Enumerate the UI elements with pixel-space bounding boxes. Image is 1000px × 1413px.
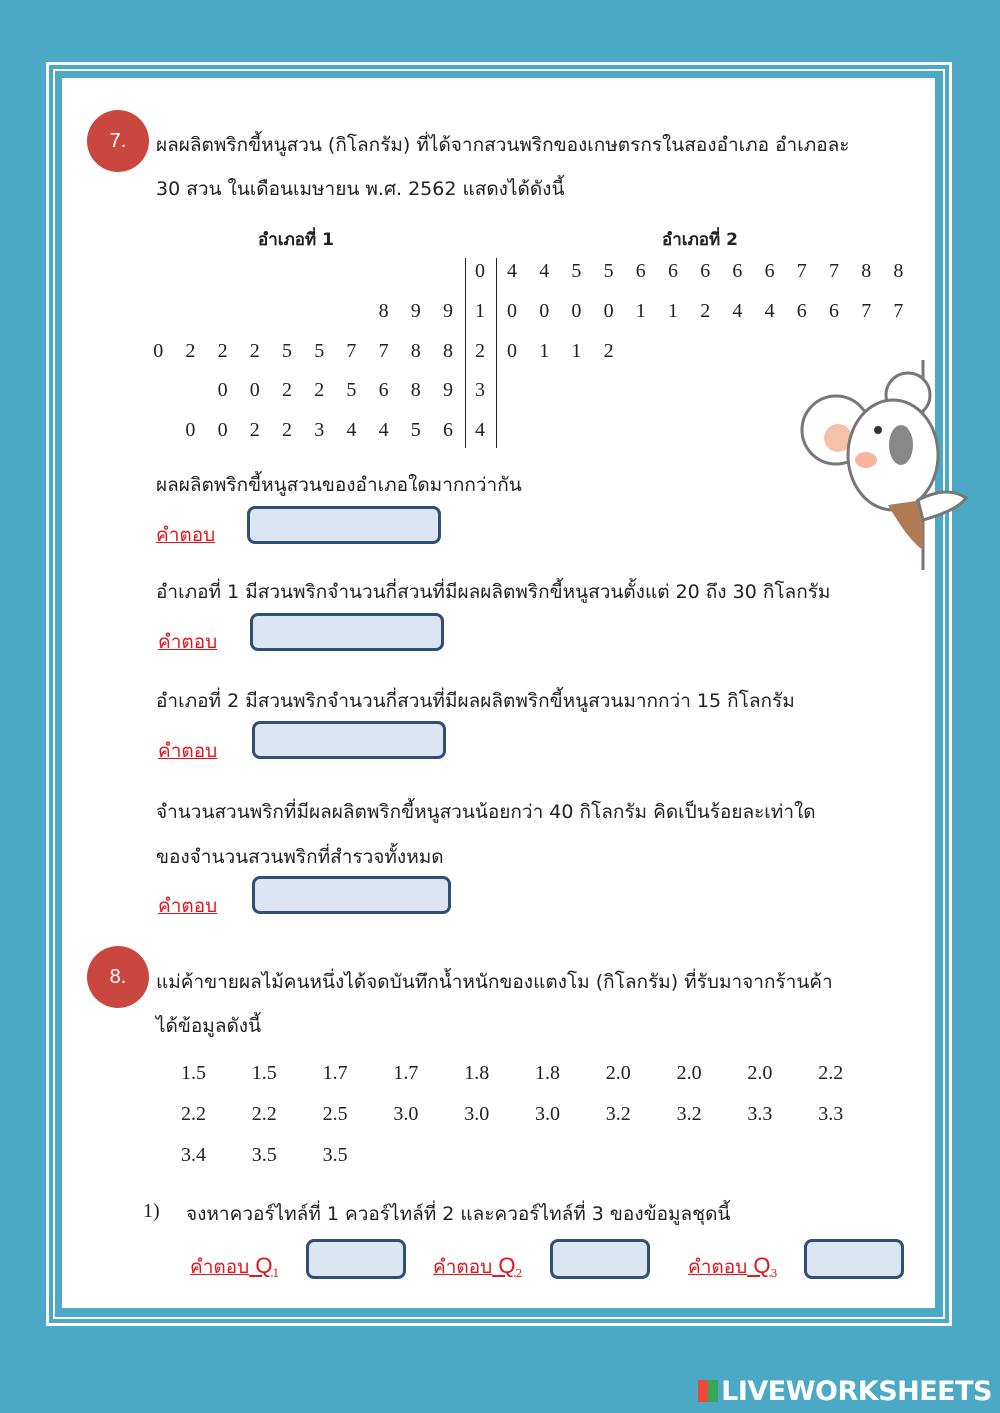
right-leaf: 2 (603, 340, 614, 362)
q3-sub: 3 (770, 1267, 778, 1281)
q8-prompt-line2: ได้ข้อมูลดังนี้ (156, 1015, 262, 1037)
left-leaf: 2 (314, 379, 325, 401)
left-leaf: 0 (249, 379, 260, 401)
left-leaf: 8 (443, 340, 453, 362)
data-value: 1.8 (464, 1062, 490, 1084)
stem-divider-right (496, 258, 497, 448)
left-leaf: 2 (249, 340, 260, 362)
q8-prompt-line1: แม่ค้าขายผลไม้คนหนึ่งได้จดบันทึกน้ำหนักของแตงโม (กิโลกรัม) ที่รับมาจากร้านค้า (156, 971, 833, 993)
left-leaf: 9 (443, 300, 453, 322)
left-leaf: 6 (378, 379, 389, 401)
answer-input-3[interactable] (252, 721, 446, 759)
koala-illustration-icon (798, 360, 978, 570)
right-leaf: 0 (507, 340, 517, 362)
left-leaf: 7 (346, 340, 357, 362)
data-value: 3.0 (393, 1103, 419, 1125)
left-leaf: 4 (346, 419, 357, 441)
data-value: 3.0 (535, 1103, 560, 1125)
left-leaf: 2 (217, 340, 228, 362)
data-value: 1.7 (393, 1062, 419, 1084)
right-leaf: 4 (764, 300, 775, 322)
right-leaf: 6 (764, 260, 775, 282)
data-value: 2.5 (322, 1103, 348, 1125)
data-value: 1.8 (535, 1062, 560, 1084)
q1-answer-input[interactable] (306, 1239, 406, 1279)
q3-answer-input[interactable] (804, 1239, 904, 1279)
data-value: 3.3 (818, 1103, 844, 1125)
left-leaf: 8 (378, 300, 389, 322)
stem: 3 (475, 379, 485, 401)
q2-answer-input[interactable] (550, 1239, 650, 1279)
stem: 1 (475, 300, 485, 322)
right-leaf: 8 (893, 260, 904, 282)
right-leaf: 0 (603, 300, 614, 322)
q7-question-1: ผลผลิตพริกขี้หนูสวนของอำเภอใดมากกว่ากัน (156, 474, 522, 496)
right-leaf: 7 (796, 260, 807, 282)
brand-text: LIVEWORKSHEETS (721, 1376, 992, 1407)
left-leaf: 2 (282, 379, 292, 401)
data-value: 2.0 (747, 1062, 773, 1084)
question-8-badge: 8. (87, 946, 149, 1008)
stem: 4 (475, 419, 485, 441)
answer-input-1[interactable] (247, 506, 441, 544)
left-leaf: 0 (153, 340, 164, 362)
right-leaf: 4 (539, 260, 550, 282)
right-leaf: 1 (635, 300, 646, 322)
left-leaf: 5 (282, 340, 292, 362)
right-leaf: 1 (571, 340, 582, 362)
left-leaf: 2 (249, 419, 260, 441)
left-leaf: 0 (185, 419, 196, 441)
right-leaf: 2 (700, 300, 711, 322)
q1-sub: 1 (272, 1267, 280, 1281)
left-leaf: 8 (410, 340, 421, 362)
district1-heading: อำเภอที่ 1 (258, 230, 334, 250)
answer-label-q1: คำตอบ (190, 1256, 250, 1278)
right-leaf: 4 (507, 260, 517, 282)
data-value: 1.5 (181, 1062, 206, 1084)
right-leaf: 0 (507, 300, 517, 322)
data-value: 2.2 (818, 1062, 844, 1084)
left-leaf: 8 (410, 379, 421, 401)
right-leaf: 4 (732, 300, 743, 322)
right-leaf: 6 (796, 300, 807, 322)
data-value: 1.7 (322, 1062, 348, 1084)
left-leaf: 0 (217, 379, 228, 401)
right-leaf: 6 (732, 260, 743, 282)
answer-label-q3: คำตอบ (688, 1256, 748, 1278)
data-value: 1.5 (251, 1062, 277, 1084)
data-value: 2.2 (251, 1103, 277, 1125)
data-value: 3.3 (747, 1103, 773, 1125)
data-value: 3.2 (676, 1103, 702, 1125)
data-value: 2.0 (676, 1062, 702, 1084)
answer-label-3: คำตอบ (158, 740, 218, 762)
q7-question-4: จำนวนสวนพริกที่มีผลผลิตพริกขี้หนูสวนน้อยกว่า 40 กิโลกรัม คิดเป็นร้อยละเท่าใด (156, 801, 816, 823)
left-leaf: 5 (410, 419, 421, 441)
answer-label-1: คำตอบ (156, 524, 216, 546)
right-leaf: 8 (861, 260, 872, 282)
stem-divider-left (465, 258, 466, 448)
q7-prompt-line2: 30 สวน ในเดือนเมษายน พ.ศ. 2562 แสดงได้ดังนี้ (156, 178, 565, 200)
right-leaf: 6 (829, 300, 839, 322)
q3-letter: Q (753, 1253, 771, 1278)
q7-question-2: อำเภอที่ 1 มีสวนพริกจำนวนกี่สวนที่มีผลผลิตพริกขี้หนูสวนตั้งแต่ 20 ถึง 30 กิโลกรัม (156, 581, 831, 603)
data-value: 3.5 (322, 1144, 348, 1166)
stem: 2 (475, 340, 485, 362)
answer-label-4: คำตอบ (158, 895, 218, 917)
right-leaf: 0 (539, 300, 550, 322)
answer-label-2: คำตอบ (158, 631, 218, 653)
sub-question-text: จงหาควอร์ไทล์ที่ 1 ควอร์ไทล์ที่ 2 และควอร์ไทล์ที่ 3 ของข้อมูลชุดนี้ (186, 1203, 731, 1225)
right-leaf: 0 (571, 300, 582, 322)
left-leaf: 0 (217, 419, 228, 441)
left-leaf: 9 (410, 300, 421, 322)
brand-icon (698, 1380, 718, 1402)
q1-answer-label (190, 1252, 279, 1282)
q3-answer-label (688, 1252, 777, 1282)
q1-letter: Q (255, 1253, 273, 1278)
right-leaf: 6 (635, 260, 646, 282)
data-value: 3.0 (464, 1103, 490, 1125)
stem: 0 (475, 260, 485, 282)
left-leaf: 2 (185, 340, 196, 362)
q7-question-3: อำเภอที่ 2 มีสวนพริกจำนวนกี่สวนที่มีผลผลิตพริกขี้หนูสวนมากกว่า 15 กิโลกรัม (156, 690, 795, 712)
right-leaf: 7 (893, 300, 904, 322)
right-leaf: 6 (700, 260, 711, 282)
right-leaf: 7 (861, 300, 872, 322)
right-leaf: 7 (829, 260, 839, 282)
answer-input-4[interactable] (252, 876, 451, 914)
q2-letter: Q (498, 1253, 516, 1278)
left-leaf: 9 (443, 379, 453, 401)
right-leaf: 5 (603, 260, 614, 282)
left-leaf: 6 (443, 419, 453, 441)
q7-prompt-line1: ผลผลิตพริกขี้หนูสวน (กิโลกรัม) ที่ได้จากสวนพริกของเกษตรกรในสองอำเภอ อำเภอละ (156, 134, 850, 156)
data-value: 2.0 (605, 1062, 631, 1084)
answer-label-q2: คำตอบ (433, 1256, 493, 1278)
data-value: 3.4 (181, 1144, 206, 1166)
left-leaf: 4 (378, 419, 389, 441)
left-leaf: 2 (282, 419, 292, 441)
district2-heading: อำเภอที่ 2 (662, 230, 738, 250)
liveworksheets-logo (698, 1376, 992, 1407)
right-leaf: 1 (539, 340, 550, 362)
left-leaf: 3 (314, 419, 325, 441)
q2-sub: 2 (515, 1267, 523, 1281)
left-leaf: 5 (346, 379, 357, 401)
left-leaf: 7 (378, 340, 389, 362)
data-value: 3.2 (605, 1103, 631, 1125)
answer-input-2[interactable] (250, 613, 444, 651)
data-value: 2.2 (181, 1103, 206, 1125)
sub-question-number: 1) (143, 1200, 160, 1222)
right-leaf: 6 (668, 260, 678, 282)
right-leaf: 5 (571, 260, 582, 282)
left-leaf: 5 (314, 340, 325, 362)
q2-answer-label (433, 1252, 522, 1282)
q7-question-4-line2: ของจำนวนสวนพริกที่สำรวจทั้งหมด (156, 846, 444, 868)
data-value: 3.5 (251, 1144, 277, 1166)
right-leaf: 1 (668, 300, 678, 322)
question-7-badge: 7. (87, 110, 149, 172)
